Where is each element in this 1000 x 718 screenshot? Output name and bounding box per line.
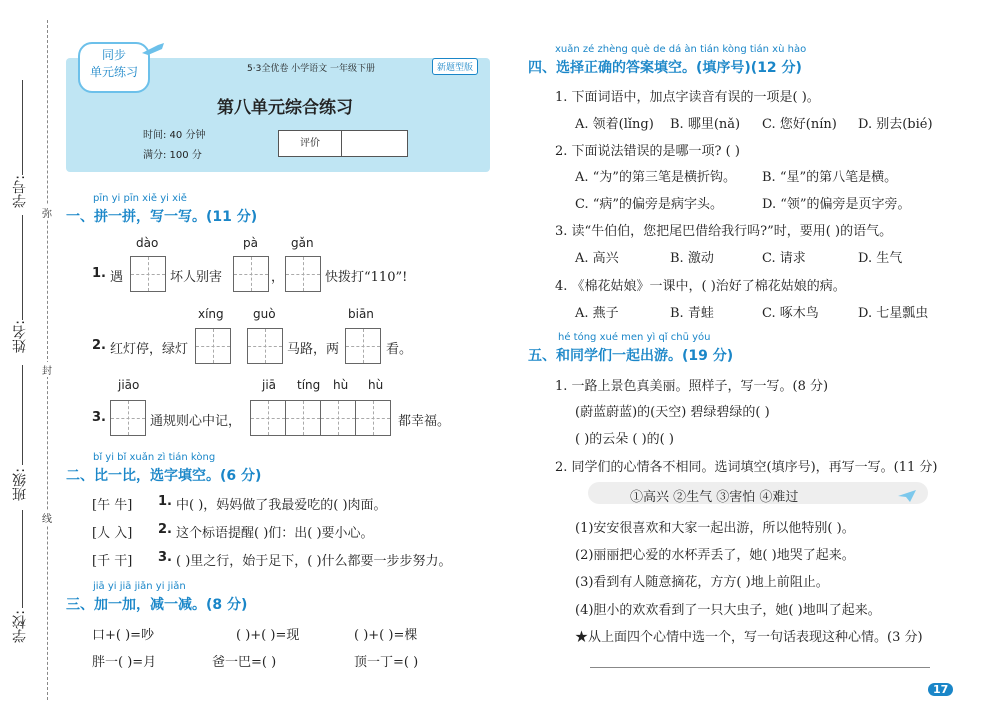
s5-q2: 2. 同学们的心情各不相同。选词填空(填序号)，再写一写。(11 分) [555,460,938,475]
binding-margin [0,0,58,718]
name-label: 姓名: [12,320,28,353]
answer-box[interactable] [247,328,283,364]
s2-num-2: 2. [158,522,172,537]
word-options: ①高兴 ②生气 ③害怕 ④难过 [630,490,799,505]
s3-r1-c1[interactable]: 口+( )=吵 [92,628,155,643]
series-label: 5·3全优卷 小学语文 一年级下册 [247,64,376,74]
s4-title: 四、选择正确的答案填空。(填序号)(12 分) [528,60,802,76]
seal-mark-3: 线 [42,510,52,525]
tag-line-2: 单元练习 [89,65,138,79]
s4-q2: 2. 下面说法错误的是哪一项? ( ) [555,144,740,159]
s2-text-1[interactable]: 中( )，妈妈做了我最爱吃的( )肉面。 [176,498,387,513]
q1-num: 1. [92,266,106,281]
q3-py-4: hù [333,378,349,392]
s3-pinyin: jiā yi jiā jiǎn yi jiǎn [93,581,186,592]
q2-text-1: 红灯停，绿灯 [110,342,189,357]
s4-pinyin: xuǎn zé zhèng què de dá àn tián kòng tián xù hào [555,44,807,55]
s4-q4-d[interactable]: D. 七星瓢虫 [858,306,929,321]
s2-pair-1: [午 牛] [92,498,133,513]
q3-py-5: hù [368,378,384,392]
s1-title: 一、拼一拼，写一写。(11 分) [66,209,258,225]
s5-pinyin: hé tóng xué men yì qǐ chū yóu [558,332,711,343]
s4-q4-b[interactable]: B. 青蛙 [670,306,714,321]
s2-pair-3: [千 干] [92,554,133,569]
s5-q1-line1[interactable]: (蔚蓝蔚蓝)的(天空) 碧绿碧绿的( ) [575,405,770,420]
s2-title: 二、比一比，选字填空。(6 分) [66,468,262,484]
score-info: 满分: 100 分 [143,150,202,161]
q2-num: 2. [92,338,106,353]
q1-py-3: gǎn [291,236,314,250]
q1-text-1: 遇 [110,270,124,285]
s4-q2-d[interactable]: D. “领”的偏旁是页字旁。 [762,197,911,212]
cut-line [47,20,48,700]
s5-q1-line2[interactable]: ( )的云朵 ( )的( ) [575,432,674,447]
edition-badge: 新题型版 [432,58,478,75]
seal-mark-2: 封 [42,362,52,377]
student-no-label: 学号: [12,175,28,208]
q3-num: 3. [92,410,106,425]
q3-py-2: jiā [262,378,277,392]
evaluation-label: 评价 [279,131,342,156]
s4-q3-b[interactable]: B. 激动 [670,251,714,266]
s5-title: 五、和同学们一起出游。(19 分) [528,348,734,364]
tag-line-1: 同步 [101,48,126,62]
s1-pinyin: pīn yi pīn xiě yi xiě [93,193,187,204]
q1-py-2: pà [243,236,258,250]
s2-pinyin: bǐ yi bǐ xuǎn zì tián kòng [93,452,216,463]
s3-r2-c1[interactable]: 胖一( )=月 [92,655,157,670]
s3-r1-c2[interactable]: ( )+( )=现 [236,628,300,643]
s4-q2-a[interactable]: A. “为”的第三笔是横折钩。 [575,170,736,185]
class-line [22,365,23,465]
answer-box[interactable] [130,256,166,292]
student-no-line [22,80,23,175]
class-label: 班级: [12,468,28,501]
s3-title: 三、加一加，减一减。(8 分) [66,597,248,613]
s4-q1-d[interactable]: D. 别去(bié) [858,117,933,132]
s2-num-1: 1. [158,494,172,509]
q3-text-2: 都幸福。 [398,414,451,429]
rocket-icon [140,40,166,54]
q1-text-3: ， [271,270,285,285]
answer-box[interactable] [233,256,269,292]
page-title: 第八单元综合练习 [217,98,353,118]
s3-r2-c3[interactable]: 顶一丁=( ) [354,655,419,670]
s4-q4: 4. 《棉花姑娘》一课中，( )治好了棉花姑娘的病。 [555,279,846,294]
q1-text-2: 坏人别害 [170,270,223,285]
school-line [22,510,23,608]
q2-py-1: xíng [198,307,224,321]
s4-q1-a[interactable]: A. 领着(lǐng) [575,117,654,132]
s4-q2-b[interactable]: B. “星”的第八笔是横。 [762,170,898,185]
q1-py-1: dào [136,236,159,250]
answer-box[interactable] [355,400,391,436]
s2-num-3: 3. [158,550,172,565]
s2-text-2[interactable]: 这个标语提醒( )们：出( )要小心。 [176,526,374,541]
s2-text-3[interactable]: ( )里之行，始于足下，( )什么都要一步步努力。 [176,554,452,569]
q1-text-4: 快拨打“110”! [325,270,408,285]
s5-sent-4[interactable]: (4)胆小的欢欢看到了一只大虫子，她( )地叫了起来。 [575,603,881,618]
s4-q4-a[interactable]: A. 燕子 [575,306,619,321]
q3-py-3: tíng [297,378,321,392]
s5-sent-3[interactable]: (3)看到有人随意摘花，方方( )地上前阻止。 [575,575,829,590]
s4-q3-c[interactable]: C. 请求 [762,251,806,266]
answer-box[interactable] [285,256,321,292]
page-number: 17 [928,683,953,696]
q3-text-1: 通规则心中记， [150,414,242,429]
s4-q3-a[interactable]: A. 高兴 [575,251,619,266]
answer-box[interactable] [345,328,381,364]
answer-box[interactable] [250,400,286,436]
s4-q4-c[interactable]: C. 啄木鸟 [762,306,819,321]
answer-box[interactable] [110,400,146,436]
s4-q1: 1. 下面词语中，加点字读音有误的一项是( )。 [555,90,820,105]
answer-line[interactable] [590,667,930,668]
s4-q1-c[interactable]: C. 您好(nín) [762,117,837,132]
s4-q3-d[interactable]: D. 生气 [858,251,903,266]
s4-q2-c[interactable]: C. “病”的偏旁是病字头。 [575,197,724,212]
name-line [22,215,23,320]
s5-sent-2[interactable]: (2)丽丽把心爱的水杯弄丢了，她( )地哭了起来。 [575,548,855,563]
s5-sent-1[interactable]: (1)安安很喜欢和大家一起出游，所以他特别( )。 [575,521,855,536]
s4-q3: 3. 读“牛伯伯，您把尾巴借给我行吗?”时，要用( )的语气。 [555,224,893,239]
evaluation-box[interactable] [278,130,408,157]
s3-r2-c2[interactable]: 爸一巴=( ) [212,655,277,670]
answer-box[interactable] [195,328,231,364]
answer-box[interactable] [320,400,356,436]
paper-plane-icon [898,487,916,499]
time-info: 时间: 40 分钟 [143,130,206,141]
q2-py-3: biān [348,307,374,321]
s2-pair-2: [人 入] [92,526,133,541]
seal-mark-1: 弥 [42,205,52,220]
answer-box[interactable] [285,400,321,436]
s3-r1-c3[interactable]: ( )+( )=棵 [354,628,418,643]
q2-py-2: guò [253,307,276,321]
s5-star-task: ★从上面四个心情中选一个，写一句话表现这种心情。(3 分) [575,630,923,645]
school-label: 学校: [12,610,28,643]
q3-py-1: jiāo [118,378,140,392]
q2-text-2: 马路，两 [287,342,340,357]
q2-text-3: 看。 [386,342,413,357]
s4-q1-b[interactable]: B. 哪里(nǎ) [670,117,741,132]
s5-q1: 1. 一路上景色真美丽。照样子，写一写。(8 分) [555,379,829,394]
